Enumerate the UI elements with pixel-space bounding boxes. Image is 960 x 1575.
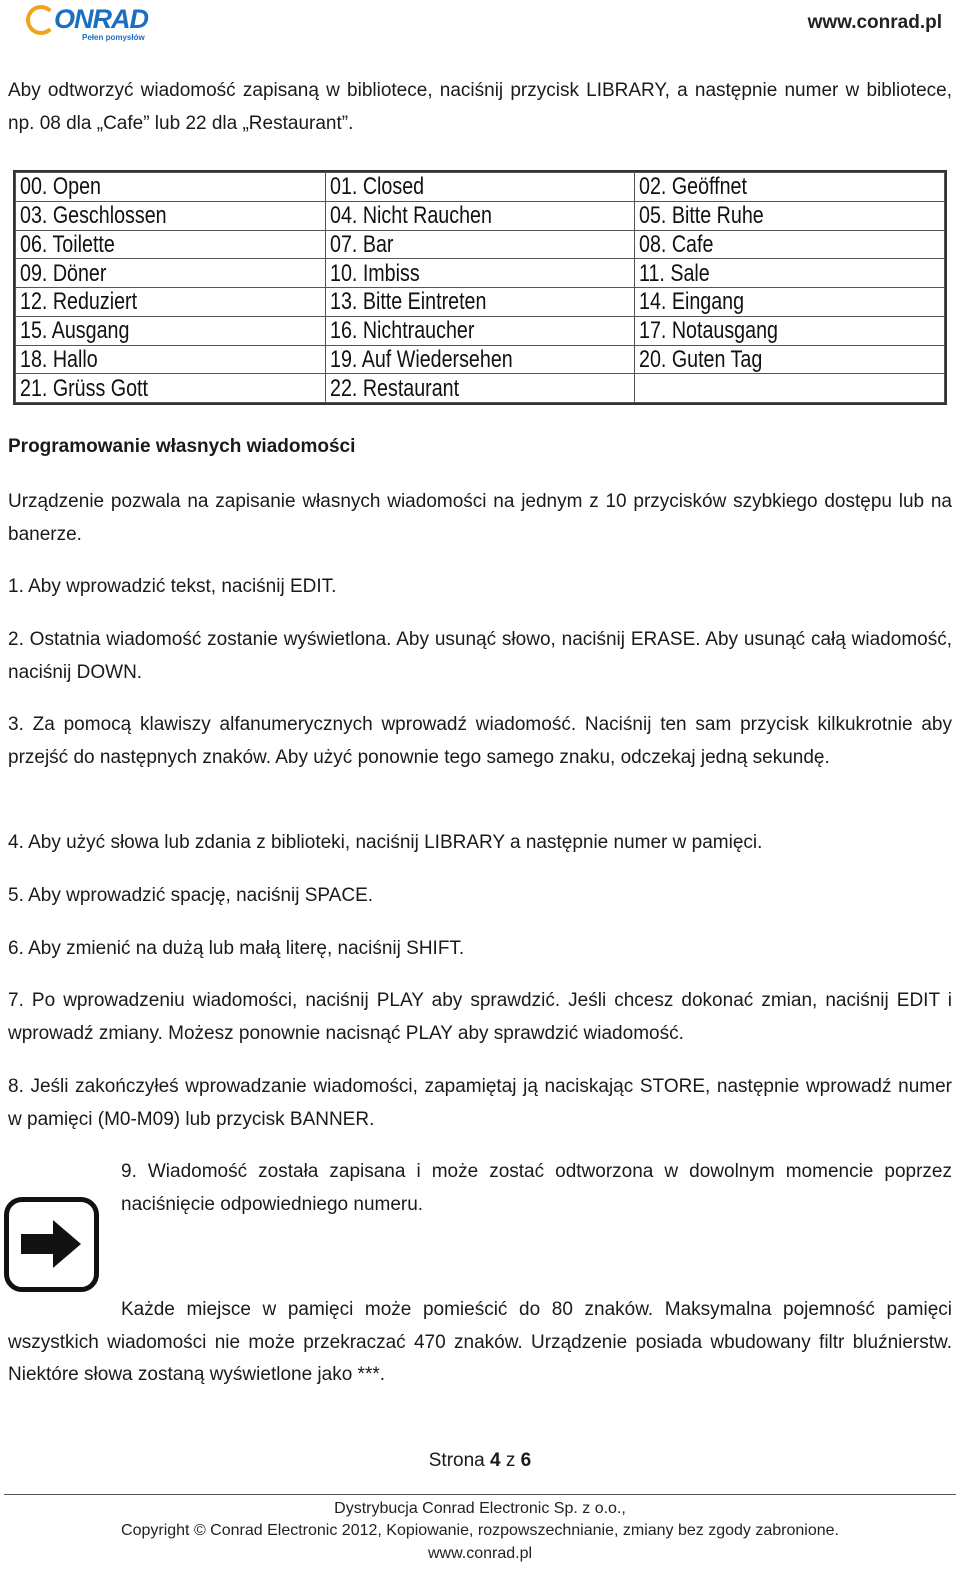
library-cell [635,345,945,374]
footer-url: www.conrad.pl [427,1545,533,1562]
library-entry: 02. Geöffnet [639,173,748,201]
library-entry: 00. Open [20,173,101,201]
library-entry: 06. Toilette [20,230,115,258]
library-entry: 16. Nichtraucher [329,317,475,345]
library-entry: 01. Closed [329,173,424,201]
logo-text: ONRAD [54,4,148,34]
library-cell [16,345,326,374]
step-7: 7. Po wprowadzeniu wiadomości, naciśnij PLAY aby sprawdzić. Jeśli chcesz dokonać zmian, naciśnij EDIT i wprowadź zmiany. Możesz ponownie nacisnąć PLAY aby sprawdzić wiadomość. [8,990,952,1044]
page-prefix: Strona [428,1450,485,1471]
arrow-right-icon [4,1197,99,1292]
library-entry: 10. Imbiss [329,259,420,287]
library-row [16,345,945,374]
library-cell [325,259,635,288]
step-1: 1. Aby wprowadzić tekst, naciśnij EDIT. [8,576,337,597]
library-entry: 14. Eingang [639,288,745,316]
step-5: 5. Aby wprowadzić spację, naciśnij SPACE. [8,885,374,906]
library-entry: 22. Restaurant [329,374,459,402]
library-entry: 05. Bitte Ruhe [639,202,765,230]
library-row [16,173,945,202]
section-intro: Urządzenie pozwala na zapisanie własnych wiadomości na jednym z 10 przycisków szybkiego dostępu lub na banerze. [8,491,952,545]
library-cell [325,173,635,202]
library-entry: 19. Auf Wiedersehen [329,345,513,373]
library-cell [16,316,326,345]
library-entry: 15. Ausgang [20,317,130,345]
library-entry: 18. Hallo [20,345,98,373]
step-8: 8. Jeśli zakończyłeś wprowadzanie wiadomości, zapamiętaj ją naciskając STORE, następnie wprowadź numer w pamięci (M0-M09) lub przycisk BANNER. [8,1076,952,1130]
library-row [16,374,945,403]
library-cell [635,316,945,345]
library-cell [16,230,326,259]
library-entry: 13. Bitte Eintreten [329,288,487,316]
library-row [16,288,945,317]
page-number [0,1450,960,1472]
library-cell [325,316,635,345]
library-cell [16,374,326,403]
step-9: 9. Wiadomość została zapisana i może zostać odtworzona w dowolnym momencie poprzez naciśnięcie odpowiedniego numeru. [121,1161,952,1215]
library-entry: 08. Cafe [639,230,714,258]
library-entry: 12. Reduziert [20,288,138,316]
logo-ring-icon [26,5,56,35]
library-cell [635,259,945,288]
library-entry: 03. Geschlossen [20,202,167,230]
step-6: 6. Aby zmienić na dużą lub małą literę, naciśnij SHIFT. [8,938,465,959]
library-entry: 21. Grüss Gott [20,374,148,402]
library-cell [325,230,635,259]
memory-note: Każde miejsce w pamięci może pomieścić do 80 znaków. Maksymalna pojemność pamięci wszystkich wiadomości nie może przekraczać 470 znaków. Urządzenie posiada wbudowany filtr bluźnierstw. Niektóre słowa zostaną wyświetlone jako ***. [8,1299,952,1385]
footer-distributor: Dystrybucja Conrad Electronic Sp. z o.o., [334,1500,626,1517]
library-row [16,201,945,230]
library-cell [635,288,945,317]
library-entry: 17. Notausgang [639,317,779,345]
library-table [13,170,947,405]
library-grid [15,172,945,403]
library-cell [325,374,635,403]
library-cell [635,201,945,230]
library-entry: 20. Guten Tag [639,345,763,373]
page-total: 6 [520,1450,532,1471]
library-cell [635,374,945,403]
header-site-url: www.conrad.pl [807,12,942,33]
library-entry: 07. Bar [329,230,394,258]
library-cell [16,201,326,230]
library-entry: 11. Sale [639,259,711,287]
conrad-logo [28,4,153,44]
step-2: 2. Ostatnia wiadomość zostanie wyświetlona. Aby usunąć słowo, naciśnij ERASE. Aby usunąć całą wiadomość, naciśnij DOWN. [8,629,952,683]
library-cell [16,173,326,202]
library-entry: 09. Döner [20,259,107,287]
logo-tagline: Pełen pomysłów [82,33,145,42]
library-cell [325,288,635,317]
page-header [0,0,960,60]
footer-copyright: Copyright © Conrad Electronic 2012, Kopiowanie, rozpowszechnianie, zmiany bez zgody zabronione. [121,1522,839,1539]
intro-paragraph: Aby odtworzyć wiadomość zapisaną w bibliotece, naciśnij przycisk LIBRARY, a następnie numer w bibliotece, np. 08 dla „Cafe” lub 22 dla „Restaurant”. [8,80,952,134]
library-cell [325,201,635,230]
step-3: 3. Za pomocą klawiszy alfanumerycznych wprowadź wiadomość. Naciśnij ten sam przycisk kilkukrotnie aby przejść do następnych znaków. Aby użyć ponownie tego samego znaku, odczekaj jedną sekundę. [8,714,952,768]
library-row [16,230,945,259]
library-row [16,316,945,345]
library-cell [16,259,326,288]
library-entry: 04. Nicht Rauchen [329,202,492,230]
section-title: Programowanie własnych wiadomości [8,436,356,457]
page-current: 4 [490,1450,501,1471]
library-cell [325,345,635,374]
footer-divider [4,1494,956,1495]
page-separator: z [505,1450,516,1471]
library-row [16,259,945,288]
step-4: 4. Aby użyć słowa lub zdania z biblioteki, naciśnij LIBRARY a następnie numer w pamięci. [8,832,763,853]
library-cell [635,230,945,259]
library-cell [635,173,945,202]
library-cell [16,288,326,317]
